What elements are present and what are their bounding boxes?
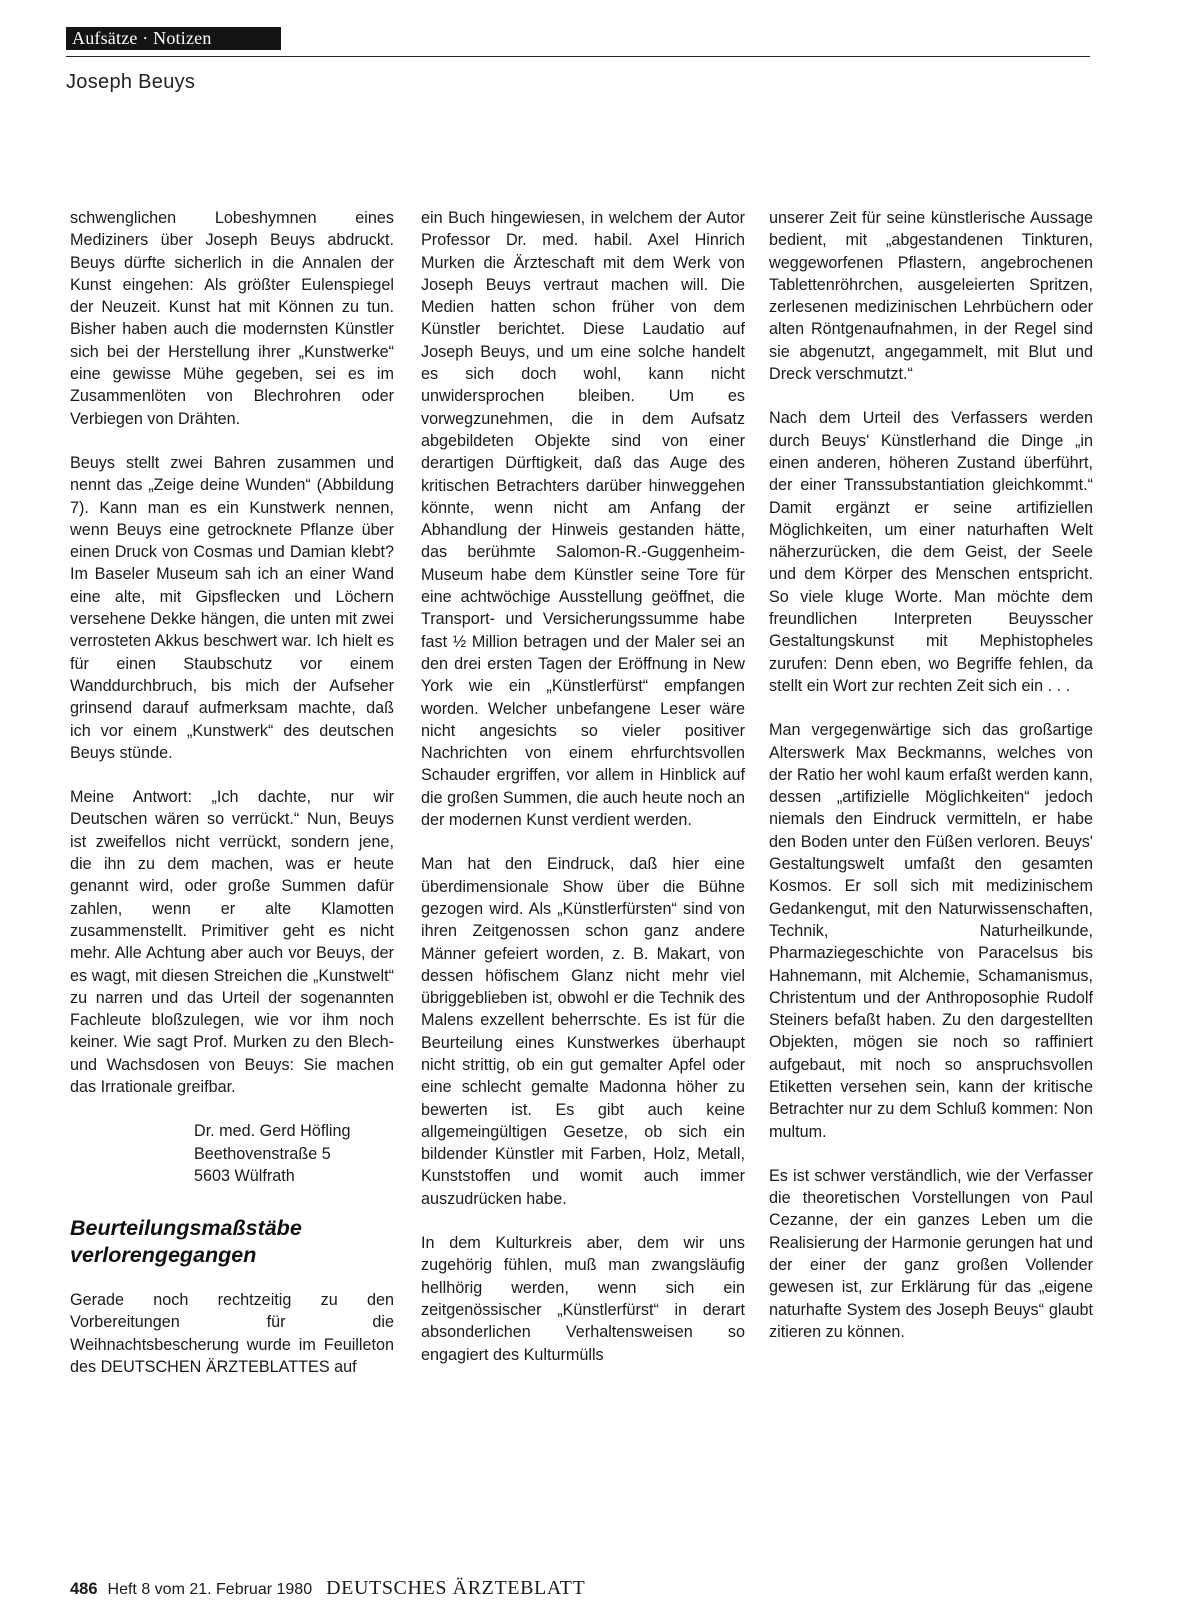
paragraph: Beuys stellt zwei Bahren zusammen und nennt das „Zeige deine Wunden“ (Abbildung 7). Kann man es ein Kunstwerk nennen, wenn Beuys eine getrocknete Pflanze über einen Druck von Cosmas und Damian klebt? Im Baseler Museum sah ich an einer Wand eine alte, mit Gipsflecken und Löchern versehene Dekke hängen, die unten mit zwei verrosteten Akkus beschwert war. Ich hielt es für einen Staubschutz vor einem Wanddurchbruch, bis mich der Aufseher grinsend darauf aufmerksam machte, daß ich vor einem „Kunstwerk“ des deutschen Beuys stünde. xyxy=(70,453,394,762)
text-column-1 xyxy=(70,207,394,1400)
paragraph: Man hat den Eindruck, daß hier eine überdimensionale Show über die Bühne gezogen wird. Als „Künstlerfürsten“ sind von ihren Zeitgenossen schon ganz andere Männer gefeiert worden, z. B. Makart, von dessen höfischem Glanz nicht mehr viel übriggeblieben ist, obwohl er die Technik des Malens exzellent beherrschte. Es ist für die Beurteilung eines Kunstwerkes überhaupt nicht strittig, ob ein gut gemalter Apfel oder eine schlecht gemalte Madonna höher zu bewerten ist. Es gibt auch keine allgemeingültigen Gesetze, ob sich ein bildender Künstler mit Farben, Holz, Metall, Kunststoffen und womit auch immer auszudrücken habe. xyxy=(421,855,745,1208)
paragraph: Man vergegenwärtige sich das großartige Alterswerk Max Beckmanns, welches von der Ratio her wohl kaum erfaßt werden kann, dessen „artifizielle Möglichkeiten“ jedoch niemals den Eindruck vermitteln, er habe den Boden unter den Füßen verloren. Beuys' Gestaltungswelt umfaßt den gesamten Kosmos. Er soll sich mit medizinischem Gedankengut, mit den Naturwissenschaften, Technik, Naturheilkunde, Pharmaziegeschichte von Paracelsus bis Hahnemann, mit Alchemie, Schamanismus, Christentum und der Anthroposophie Rudolf Steiners befaßt haben. Zu den dargestellten Objekten, mögen sie noch so raffiniert aufgebaut, mit noch so anspruchsvollen Etiketten versehen sein, kann der kritische Betrachter nur zu dem Schluß kommen: Non multum. xyxy=(769,721,1093,1141)
page-footer xyxy=(70,1577,585,1600)
page-number: 486 xyxy=(70,1580,98,1598)
section-label-bar xyxy=(66,27,281,50)
paragraph: schwenglichen Lobeshymnen eines Mediziners über Joseph Beuys abdruckt. Beuys dürfte sicherlich in die Annalen der Kunst eingehen: Als größter Eulenspiegel der Neuzeit. Kunst hat mit Können zu tun. Bisher haben auch die modernsten Künstler sich bei der Herstellung ihrer „Kunstwerke“ eine gewisse Mühe gegeben, sei es im Zusammenlöten von Blechrohren oder Verbiegen von Drähten. xyxy=(70,209,394,428)
section-heading xyxy=(70,1215,394,1269)
signature-name: Dr. med. Gerd Höfling xyxy=(194,1122,351,1141)
signature-city: 5603 Wülfrath xyxy=(194,1166,295,1185)
paragraph: Gerade noch rechtzeitig zu den Vorbereitungen für die Weihnachtsbescherung wurde im Feuilleton des DEUTSCHEN ÄRZTEBLATTES auf xyxy=(70,1291,394,1377)
issue-info: Heft 8 vom 21. Februar 1980 xyxy=(107,1581,313,1598)
paragraph: Es ist schwer verständlich, wie der Verfasser die theoretischen Vorstellungen von Paul Cezanne, der ein ganzes Leben um die Realisierung der Harmonie gerungen hat und der einer der ganz großen Vollender gewesen ist, zur Erklärung für das „eigene naturhafte System des Joseph Beuys“ glaubt zitieren zu können. xyxy=(769,1166,1093,1341)
header-rule xyxy=(66,56,1090,57)
letter-signature xyxy=(70,1120,394,1187)
paragraph: In dem Kulturkreis aber, dem wir uns zugehörig fühlen, muß man zwangsläufig hellhörig werden, wenn sich ein zeitgenössischer „Künstlerfürst“ in derart absonderlichen Verhaltensweisen so engagiert des Kulturmülls xyxy=(421,1234,745,1364)
journal-name: DEUTSCHES ÄRZTEBLATT xyxy=(326,1577,586,1599)
text-column-2 xyxy=(421,207,745,1388)
heading-line: Beurteilungsmaßstäbe xyxy=(70,1216,302,1241)
text-column-3 xyxy=(769,207,1093,1365)
paragraph: ein Buch hingewiesen, in welchem der Autor Professor Dr. med. habil. Axel Hinrich Murken die Ärzteschaft mit dem Werk von Joseph Beuys vertraut machen will. Die Medien hatten schon früher von dem Künstler berichtet. Diese Laudatio auf Joseph Beuys, und um eine solche handelt es sich doch wohl, kann nicht unwidersprochen bleiben. Um es vorwegzunehmen, die in dem Aufsatz abgebildeten Objekte sind von einer derartigen Dürftigkeit, daß das Auge des kritischen Betrachters darüber hinweggehen könnte, wenn nicht am Anfang der Abhandlung der Hinweis gestanden hätte, das berühmte Salomon-R.-Guggenheim-Museum habe dem Künstler seine Tore für eine achtwöchige Ausstellung geöffnet, die Transport- und Versicherungssumme habe fast ½ Million betragen und der Maler sei an den drei ersten Tagen der Eröffnung in New York wie ein „Künstlerfürst“ empfangen worden. Welcher unbefangene Leser wäre nicht angesichts so vieler positiver Nachrichten von einem ehrfurchtsvollen Schauder ergriffen, vor allem in Hinblick auf die großen Summen, die auch heute noch an der modernen Kunst verdient werden. xyxy=(421,209,745,830)
article-author: Joseph Beuys xyxy=(66,71,196,93)
signature-street: Beethovenstraße 5 xyxy=(194,1144,331,1163)
paragraph: Meine Antwort: „Ich dachte, nur wir Deutschen wären so verrückt.“ Nun, Beuys ist zweifellos nicht verrückt, sondern jene, die ihn zu dem machen, was er heute genannt wird, oder große Summen dafür zahlen, wenn er alte Klamotten zusammenstellt. Primitiver geht es nicht mehr. Alle Achtung aber auch vor Beuys, der es wagt, mit diesen Streichen die „Kunstwelt“ zu narren und das Urteil der sogenannten Fachleute bloßzulegen, wie vor ihm noch keiner. Wie sagt Prof. Murken zu den Blech- und Wachsdosen von Beuys: Sie machen das Irrationale greifbar. xyxy=(70,788,394,1096)
heading-line: verlorengegangen xyxy=(70,1243,257,1268)
section-label: Aufsätze · Notizen xyxy=(72,28,212,48)
paragraph: Nach dem Urteil des Verfassers werden durch Beuys' Künstlerhand die Dinge „in einen anderen, höheren Zustand überführt, der einer Transsubstantiation gleichkommt.“ Damit ergänzt er seine artifiziellen Möglichkeiten, um einer naturhaften Welt näherzurücken, die dem Geist, der Seele und dem Körper des Menschen entspricht. So viele kluge Worte. Man möchte dem freundlichen Interpreten Beuysscher Gestaltungskunst mit Mephistopheles zurufen: Denn eben, wo Begriffe fehlen, da stellt ein Wort zur rechten Zeit sich ein . . . xyxy=(769,409,1093,695)
paragraph: unserer Zeit für seine künstlerische Aussage bedient, mit „abgestandenen Tinkturen, weggeworfenen Pflastern, angebrochenen Tablettenröhrchen, ausgeleierten Spritzen, zerlesenen medizinischen Lehrbüchern oder alten Röntgenaufnahmen, in der Regel sind sie abgenutzt, angegammelt, mit Blut und Dreck verschmutzt.“ xyxy=(769,209,1093,384)
